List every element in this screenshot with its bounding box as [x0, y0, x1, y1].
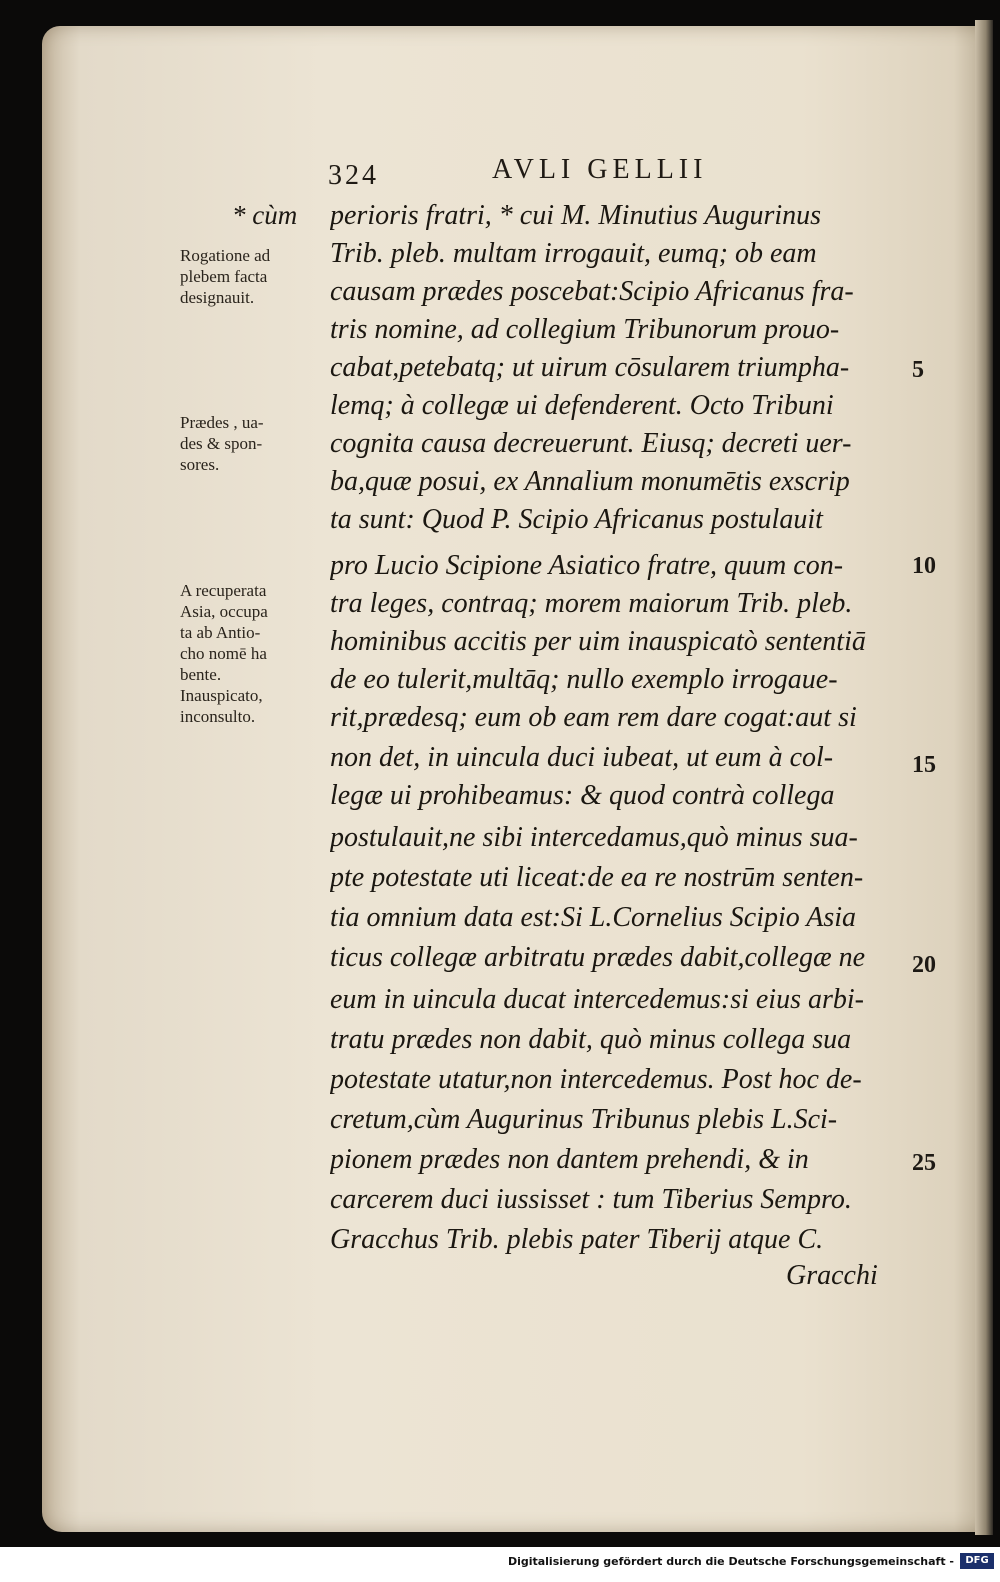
dfg-logo: DFG	[960, 1553, 994, 1569]
margin-note: Prædes , ua- des & spon- sores.	[180, 413, 264, 474]
footer-credit: Digitalisierung gefördert durch die Deutsche Forschungsgemeinschaft -	[507, 1555, 954, 1568]
text-line: eum in uincula ducat intercedemus:si eius arbi-	[330, 984, 864, 1015]
text-line: lemq; à collegæ ui defenderent. Octo Tribuni	[330, 390, 834, 421]
catchword: Gracchi	[786, 1260, 878, 1291]
text-line: pionem prædes non dantem prehendi, & in	[330, 1144, 809, 1175]
line-number: 15	[912, 752, 936, 778]
text-line: Trib. pleb. multam irrogauit, eumq; ob eam	[330, 238, 817, 269]
text-line: carcerem duci iussisset : tum Tiberius Sempro.	[330, 1184, 852, 1215]
text-line: ba,quæ posui, ex Annalium monumētis exscrip	[330, 466, 850, 497]
line-number: 5	[912, 357, 924, 383]
text-line: tris nomine, ad collegium Tribunorum prouo-	[330, 314, 840, 345]
folio-number: 324	[328, 160, 379, 191]
margin-star-note: * cùm	[232, 200, 298, 230]
text-line: pte potestate uti liceat:de ea re nostrūm senten-	[330, 862, 864, 893]
page-header	[0, 150, 1000, 200]
text-line: cognita causa decreuerunt. Eiusq; decreti uer-	[330, 428, 852, 459]
margin-note: A recuperata Asia, occupa ta ab Antio- cho nomē ha bente. Inauspicato, inconsulto.	[180, 581, 268, 726]
text-line: tratu prædes non dabit, quò minus collega sua	[330, 1024, 852, 1055]
text-line: causam prædes poscebat:Scipio Africanus fra-	[330, 276, 854, 307]
text-line: legæ ui prohibeamus: & quod contrà collega	[330, 780, 835, 811]
text-line: perioris fratri, * cui M. Minutius Augurinus	[330, 200, 822, 231]
text-line: cretum,cùm Augurinus Tribunus plebis L.Sci-	[330, 1104, 838, 1135]
text-line: potestate utatur,non intercedemus. Post hoc de-	[330, 1064, 862, 1095]
text-line: ta sunt: Quod P. Scipio Africanus postulauit	[330, 504, 823, 535]
line-number: 25	[912, 1150, 936, 1176]
text-line: de eo tulerit,multāq; nullo exemplo irrogaue-	[330, 664, 838, 695]
text-line: ticus collegæ arbitratu prædes dabit,collegæ ne	[330, 942, 866, 973]
text-line: cabat,petebatq; ut uirum cōsularem triumpha-	[330, 352, 850, 383]
text-line: pro Lucio Scipione Asiatico fratre, quum con-	[330, 550, 844, 581]
text-line: Gracchus Trib. plebis pater Tiberij atque C.	[330, 1224, 824, 1255]
line-number: 10	[912, 553, 936, 579]
margin-note: Rogatione ad plebem facta designauit.	[180, 246, 271, 307]
page-edge	[975, 20, 993, 1535]
text-line: tia omnium data est:Si L.Cornelius Scipio Asia	[330, 902, 857, 933]
line-number: 20	[912, 952, 936, 978]
text-line: non det, in uincula duci iubeat, ut eum à col-	[330, 742, 834, 773]
text-line: hominibus accitis per uim inauspicatò sententiā	[330, 626, 866, 657]
digitization-footer	[0, 1547, 1000, 1582]
running-head: AVLI GELLII	[492, 154, 708, 185]
text-line: postulauit,ne sibi intercedamus,quò minus sua-	[330, 822, 858, 853]
text-line: tra leges, contraq; morem maiorum Trib. pleb.	[330, 588, 853, 619]
text-line: rit,prædesq; eum ob eam rem dare cogat:aut si	[330, 702, 857, 733]
